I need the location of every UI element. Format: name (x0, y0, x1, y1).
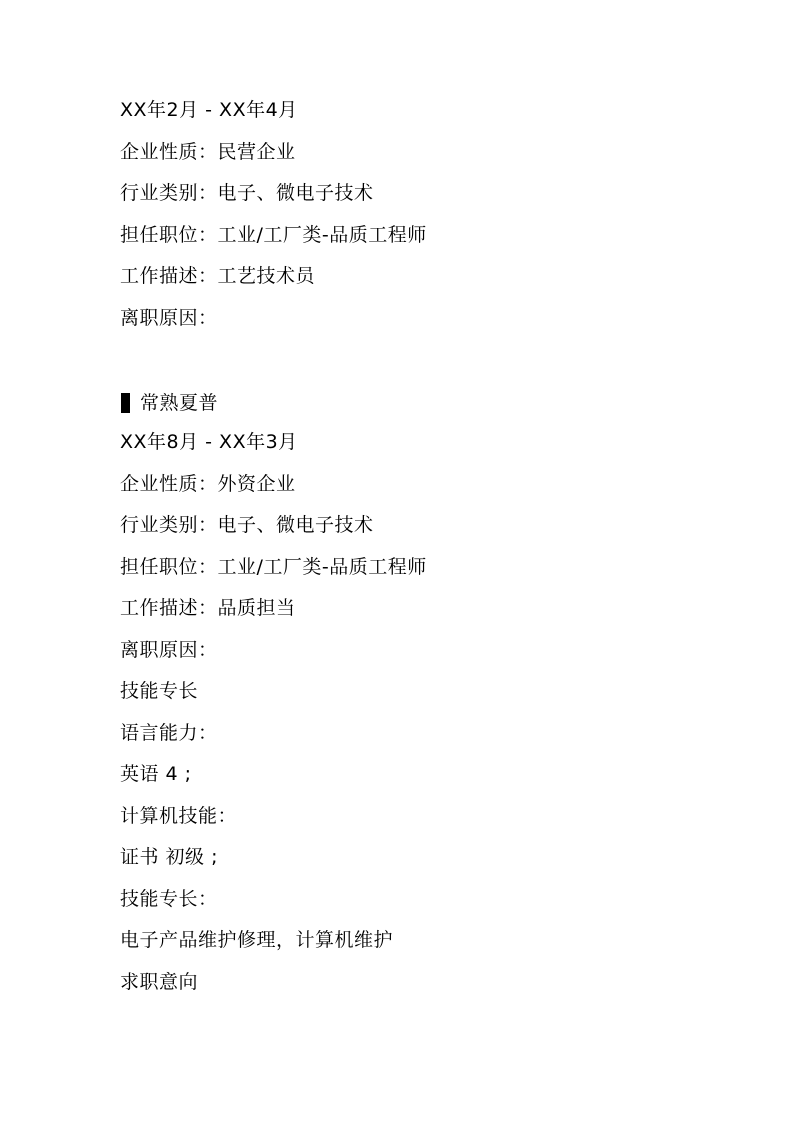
resume-content (120, 92, 680, 1005)
language-value: 英语 4 ; (120, 763, 192, 785)
skills-heading: 技能专长 (120, 680, 199, 702)
section-spacer (120, 341, 680, 383)
computer-skill-label: 计算机技能： (120, 804, 238, 827)
black-bar-bullet-icon (121, 393, 130, 413)
entry2-description: 工作描述：品质担当 (120, 597, 296, 619)
computer-skill-value: 证书 初级 ; (120, 846, 218, 868)
entry1-leave-reason: 离职原因： (120, 306, 218, 329)
specialty-label: 技能专长： (120, 887, 218, 910)
specialty-value: 电子产品维护修理，计算机维护 (120, 929, 394, 951)
entry2-position: 担任职位：工业/工厂类-品质工程师 (120, 555, 427, 578)
entry2-company-heading (120, 383, 680, 425)
entry2-company-name: 常熟夏普 (140, 392, 219, 415)
job-intent-heading: 求职意向 (120, 970, 199, 993)
entry1-position: 担任职位：工业/工厂类-品质工程师 (120, 223, 427, 246)
entry1-description: 工作描述：工艺技术员 (120, 265, 316, 287)
entry2-period: XX年8月 - XX年3月 (120, 431, 298, 453)
language-label: 语言能力： (120, 721, 218, 744)
entry1-industry: 行业类别：电子、微电子技术 (120, 182, 374, 204)
entry2-industry: 行业类别：电子、微电子技术 (120, 514, 374, 536)
entry1-period: XX年2月 - XX年4月 (120, 99, 298, 121)
entry2-leave-reason: 离职原因： (120, 638, 218, 661)
entry1-company-nature: 企业性质：民营企业 (120, 140, 296, 163)
entry2-company-nature: 企业性质：外资企业 (120, 472, 296, 495)
